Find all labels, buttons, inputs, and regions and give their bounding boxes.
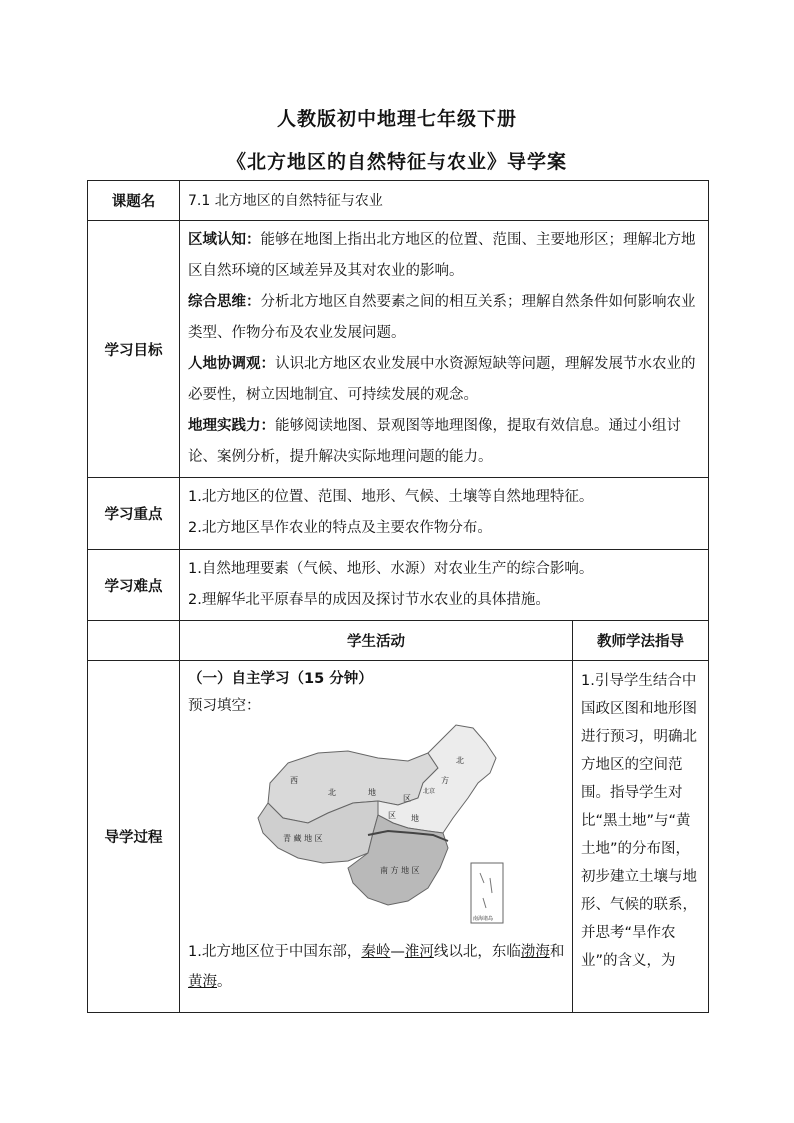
student-activity-header: 学生活动 [180, 621, 573, 661]
map-label-south: 南 方 地 区 [380, 866, 420, 875]
difficulty-item: 2.理解华北平原春旱的成因及探讨节水农业的具体措施。 [188, 592, 550, 608]
fill-text: 线以北，东临 [433, 944, 521, 960]
difficulties-row [88, 550, 709, 621]
map-label-bei: 北 [328, 788, 336, 797]
goal-head: 地理实践力： [188, 418, 275, 434]
goal-text: 认识北方地区农业发展中水资源短缺等问题，理解发展节水农业的必要性，树立因地制宜、可持续发展的观念。 [188, 356, 696, 403]
map-label-ne-fang: 方 [441, 776, 449, 785]
map-label-ne-di: 地 [411, 814, 419, 823]
fill-answer: 渤海 [520, 944, 550, 960]
fill-in-question [188, 937, 566, 997]
key-points-row [88, 478, 709, 550]
topic-value: 7.1 北方地区的自然特征与农业 [180, 181, 709, 221]
section-title: （一）自主学习（15 分钟） [188, 671, 373, 687]
goal-text: 分析北方地区自然要素之间的相互关系；理解自然条件如何影响农业类型、作物分布及农业发展问题。 [188, 294, 696, 341]
difficulties-label: 学习难点 [88, 550, 180, 621]
goal-item [188, 349, 702, 411]
goal-text: 能够在地图上指出北方地区的位置、范围、主要地形区；理解北方地区自然环境的区域差异及其对农业的影响。 [188, 232, 696, 279]
goals-content [180, 221, 709, 478]
doc-title: 人教版初中地理七年级下册 [276, 108, 517, 130]
fill-text: 和 [549, 944, 565, 960]
topic-label: 课题名 [88, 181, 180, 221]
fill-answer: 秦岭 [361, 944, 391, 960]
map-label-xi: 西 [290, 776, 298, 785]
fill-answer: 淮河 [404, 944, 434, 960]
difficulties-content [180, 550, 709, 621]
goal-item [188, 287, 702, 349]
fill-text: — [390, 944, 405, 960]
process-label: 导学过程 [88, 661, 180, 1013]
map-label-qinghai-tibet: 青 藏 地 区 [283, 834, 323, 843]
process-row [88, 661, 709, 1013]
map-svg [228, 723, 508, 933]
map-label-qu: 区 [403, 794, 411, 803]
goal-text: 能够阅读地图、景观图等地理图像，提取有效信息。通过小组讨论、案例分析，提升解决实际地理问题的能力。 [188, 418, 681, 465]
key-points-label: 学习重点 [88, 478, 180, 550]
student-activity-cell [180, 661, 573, 1013]
map-label-ne-qu: 区 [388, 811, 396, 820]
difficulty-item: 1.自然地理要素（气候、地形、水源）对农业生产的综合影响。 [188, 561, 594, 577]
topic-row [88, 181, 709, 221]
goal-head: 人地协调观： [188, 356, 275, 372]
doc-subtitle: 《北方地区的自然特征与农业》导学案 [226, 151, 567, 173]
goal-item [188, 225, 702, 287]
blank-cell [88, 621, 180, 661]
lesson-plan-table [87, 180, 709, 1013]
goals-row [88, 221, 709, 478]
fill-text: 。 [217, 974, 232, 990]
goal-head: 综合思维： [188, 294, 261, 310]
key-point-item: 2.北方地区旱作农业的特点及主要农作物分布。 [188, 520, 492, 536]
column-header-row [88, 621, 709, 661]
fill-text: 1.北方地区位于中国东部， [188, 944, 362, 960]
prefill-label: 预习填空： [188, 698, 261, 714]
map-label-beijing: 北京 [423, 788, 436, 795]
key-point-item: 1.北方地区的位置、范围、地形、气候、土壤等自然地理特征。 [188, 489, 594, 505]
goals-label: 学习目标 [88, 221, 180, 478]
china-regions-map [228, 723, 508, 933]
teacher-guide-header: 教师学法指导 [573, 621, 709, 661]
map-label-south-sea: 南海诸岛 [473, 916, 494, 922]
teacher-guide-cell: 1.引导学生结合中国政区图和地形图进行预习，明确北方地区的空间范围。指导学生对比“黑土地”与“黄土地”的分布图，初步建立土壤与地形、气候的联系，并思考“旱作农业”的含义，为 [573, 661, 709, 1013]
goal-head: 区域认知： [188, 232, 261, 248]
map-label-ne-bei: 北 [456, 756, 464, 765]
fill-answer: 黄海 [188, 974, 217, 990]
map-label-di: 地 [368, 788, 376, 797]
goal-item [188, 411, 702, 473]
south-sea-inset [471, 863, 503, 923]
key-points-content [180, 478, 709, 550]
